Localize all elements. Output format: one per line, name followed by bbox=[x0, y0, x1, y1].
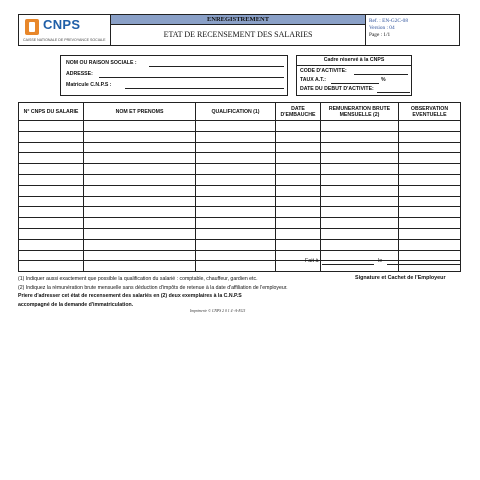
table-cell[interactable] bbox=[84, 121, 196, 132]
table-cell[interactable] bbox=[321, 207, 399, 218]
table-cell[interactable] bbox=[196, 218, 276, 229]
matricule-label: Matricule C.N.P.S : bbox=[66, 82, 112, 88]
at-rate-field[interactable] bbox=[331, 83, 379, 84]
table-cell[interactable] bbox=[19, 218, 84, 229]
employer-info-box bbox=[60, 55, 288, 96]
table-cell[interactable] bbox=[84, 207, 196, 218]
table-cell[interactable] bbox=[399, 153, 461, 164]
at-rate-label: TAUX A.T.: bbox=[300, 77, 326, 83]
table-body bbox=[19, 121, 461, 272]
activity-start-field[interactable] bbox=[377, 92, 410, 93]
table-cell[interactable] bbox=[84, 218, 196, 229]
activity-start-label: DATE DU DEBUT D'ACTIVITE: bbox=[300, 86, 374, 92]
table-cell[interactable] bbox=[399, 250, 461, 261]
table-row bbox=[19, 131, 461, 142]
le-label: le bbox=[378, 258, 383, 264]
table-cell[interactable] bbox=[321, 121, 399, 132]
table-cell[interactable] bbox=[84, 196, 196, 207]
table-header-row bbox=[19, 103, 461, 121]
col-header-salary: REMUNERATION BRUTE MENSUELLE (2) bbox=[321, 103, 399, 121]
table-cell[interactable] bbox=[196, 261, 276, 272]
table-cell[interactable] bbox=[19, 261, 84, 272]
table-cell[interactable] bbox=[196, 207, 276, 218]
table-cell[interactable] bbox=[19, 121, 84, 132]
table-row bbox=[19, 228, 461, 239]
table-row bbox=[19, 121, 461, 132]
ref-code: Ref. : EN-G2C-08 bbox=[369, 18, 408, 24]
table-cell[interactable] bbox=[321, 250, 399, 261]
table-row bbox=[19, 196, 461, 207]
logo-text: CNPS bbox=[43, 17, 81, 32]
table-cell[interactable] bbox=[19, 185, 84, 196]
table-cell[interactable] bbox=[196, 131, 276, 142]
name-label: NOM OU RAISON SOCIALE : bbox=[66, 60, 137, 66]
note-1: (1) Indiquer aussi exactement que possible la qualification du salarié : comptable, chauffeur, gardien etc. bbox=[18, 276, 258, 282]
table-cell[interactable] bbox=[276, 239, 321, 250]
table-row bbox=[19, 261, 461, 272]
employees-table bbox=[18, 102, 461, 272]
signature-label: Signature et Cachet de l'Employeur bbox=[355, 275, 446, 281]
table-cell[interactable] bbox=[276, 164, 321, 175]
name-field[interactable] bbox=[149, 66, 284, 67]
table-row bbox=[19, 142, 461, 153]
printer-credit: Imprimerie © CNPS 2 0 1 4 -A-EG5 bbox=[190, 309, 246, 313]
table-cell[interactable] bbox=[399, 239, 461, 250]
table-cell[interactable] bbox=[321, 196, 399, 207]
reference-box bbox=[366, 14, 460, 46]
table-cell[interactable] bbox=[399, 131, 461, 142]
band-label: ENREGISTREMENT bbox=[111, 15, 365, 25]
at-rate-unit: % bbox=[381, 77, 386, 83]
table-cell[interactable] bbox=[196, 164, 276, 175]
table-cell[interactable] bbox=[321, 185, 399, 196]
table-cell[interactable] bbox=[399, 164, 461, 175]
table-cell[interactable] bbox=[399, 218, 461, 229]
page-number: Page : 1/1 bbox=[369, 32, 391, 38]
table-cell[interactable] bbox=[84, 185, 196, 196]
table-row bbox=[19, 164, 461, 175]
address-label: ADRESSE: bbox=[66, 71, 93, 77]
table-cell[interactable] bbox=[19, 228, 84, 239]
table-cell[interactable] bbox=[19, 207, 84, 218]
table-cell[interactable] bbox=[19, 196, 84, 207]
table-cell[interactable] bbox=[196, 239, 276, 250]
table-cell[interactable] bbox=[84, 174, 196, 185]
table-cell[interactable] bbox=[399, 185, 461, 196]
table-cell[interactable] bbox=[399, 121, 461, 132]
table-cell[interactable] bbox=[196, 196, 276, 207]
table-cell[interactable] bbox=[276, 142, 321, 153]
table-cell[interactable] bbox=[321, 261, 399, 272]
table-row bbox=[19, 185, 461, 196]
table-cell[interactable] bbox=[84, 131, 196, 142]
table-row bbox=[19, 174, 461, 185]
table-cell[interactable] bbox=[276, 153, 321, 164]
note-4: accompagné de la demande d'immatriculation. bbox=[18, 302, 134, 308]
table-cell[interactable] bbox=[196, 185, 276, 196]
col-header-hire-date: DATE D'EMBAUCHE bbox=[276, 103, 321, 121]
table-cell[interactable] bbox=[19, 174, 84, 185]
table-cell[interactable] bbox=[321, 174, 399, 185]
table-cell[interactable] bbox=[321, 239, 399, 250]
table-cell[interactable] bbox=[84, 142, 196, 153]
table-cell[interactable] bbox=[399, 174, 461, 185]
cnps-logo bbox=[18, 14, 111, 46]
table-cell[interactable] bbox=[276, 174, 321, 185]
table-row bbox=[19, 250, 461, 261]
table-cell[interactable] bbox=[19, 164, 84, 175]
fait-label: Fait à bbox=[305, 258, 319, 264]
table-cell[interactable] bbox=[19, 131, 84, 142]
table-row bbox=[19, 153, 461, 164]
note-3: Priere d'adresser cet état de recensement des salariés en (2) deux exemplaires à la C.N.P.S bbox=[18, 293, 242, 299]
col-header-observation: OBSERVATION EVENTUELLE bbox=[399, 103, 461, 121]
cnps-logo-icon bbox=[25, 19, 39, 35]
table-cell[interactable] bbox=[276, 228, 321, 239]
cnps-box-title: Cadre réservé à la CNPS bbox=[297, 56, 411, 66]
table-cell[interactable] bbox=[19, 250, 84, 261]
table-cell[interactable] bbox=[84, 261, 196, 272]
table-cell[interactable] bbox=[276, 196, 321, 207]
table-cell[interactable] bbox=[196, 228, 276, 239]
table-row bbox=[19, 207, 461, 218]
table-cell[interactable] bbox=[84, 228, 196, 239]
table-cell[interactable] bbox=[276, 131, 321, 142]
table-cell[interactable] bbox=[19, 142, 84, 153]
table-cell[interactable] bbox=[84, 164, 196, 175]
col-header-name: NOM ET PRENOMS bbox=[84, 103, 196, 121]
activity-code-label: CODE D'ACTIVITE: bbox=[300, 68, 347, 74]
table-cell[interactable] bbox=[321, 153, 399, 164]
table-cell[interactable] bbox=[196, 142, 276, 153]
fait-place-field[interactable] bbox=[322, 264, 374, 265]
table-cell[interactable] bbox=[19, 239, 84, 250]
page-title: ETAT DE RECENSEMENT DES SALARIES bbox=[163, 30, 313, 39]
table-cell[interactable] bbox=[399, 261, 461, 272]
table-cell[interactable] bbox=[276, 121, 321, 132]
table-cell[interactable] bbox=[196, 153, 276, 164]
version: Version : 04 bbox=[369, 25, 395, 31]
table-cell[interactable] bbox=[321, 131, 399, 142]
table-row bbox=[19, 218, 461, 229]
table-cell[interactable] bbox=[321, 228, 399, 239]
table-cell[interactable] bbox=[321, 164, 399, 175]
table-cell[interactable] bbox=[196, 121, 276, 132]
table-cell[interactable] bbox=[399, 207, 461, 218]
title-box bbox=[111, 14, 366, 46]
activity-code-field[interactable] bbox=[354, 74, 408, 75]
table-cell[interactable] bbox=[399, 228, 461, 239]
note-2: (2) Indiquez la rémunération brute mensuelle sans déduction d'impôts de retenue à la date d'affiliation de l'employeur. bbox=[18, 285, 288, 291]
address-field[interactable] bbox=[99, 77, 284, 78]
cnps-reserved-box bbox=[296, 55, 412, 96]
table-cell[interactable] bbox=[399, 196, 461, 207]
col-header-qualification: QUALIFICATION (1) bbox=[196, 103, 276, 121]
table-cell[interactable] bbox=[399, 142, 461, 153]
table-cell[interactable] bbox=[321, 218, 399, 229]
table-cell[interactable] bbox=[196, 250, 276, 261]
fait-date-field[interactable] bbox=[387, 264, 460, 265]
table-cell[interactable] bbox=[19, 153, 84, 164]
table-cell[interactable] bbox=[196, 174, 276, 185]
table-cell[interactable] bbox=[276, 218, 321, 229]
table-cell[interactable] bbox=[84, 239, 196, 250]
col-header-cnps-number: N° CNPS DU SALARIE bbox=[19, 103, 84, 121]
table-cell[interactable] bbox=[84, 153, 196, 164]
logo-subtext: CAISSE NATIONALE DE PREVOYANCE SOCIALE bbox=[23, 38, 106, 42]
table-cell[interactable] bbox=[276, 207, 321, 218]
table-row bbox=[19, 239, 461, 250]
table-cell[interactable] bbox=[84, 250, 196, 261]
table-cell[interactable] bbox=[276, 185, 321, 196]
table-cell[interactable] bbox=[321, 142, 399, 153]
matricule-field[interactable] bbox=[125, 88, 284, 89]
